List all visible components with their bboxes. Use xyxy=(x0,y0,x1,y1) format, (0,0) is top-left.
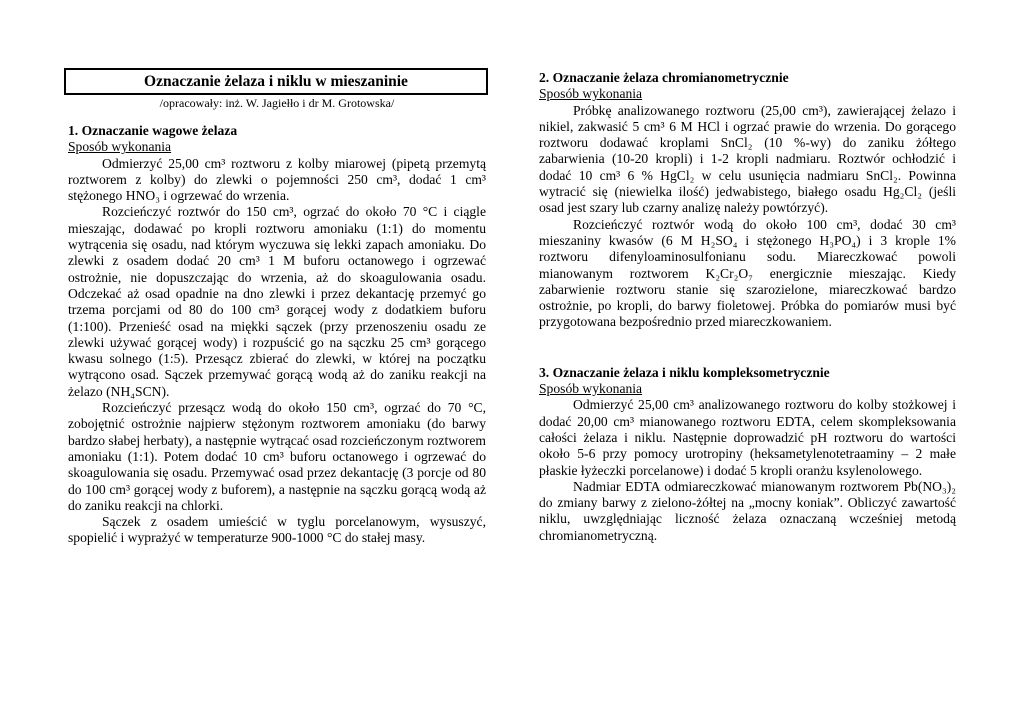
section-3-heading: 3. Oznaczanie żelaza i niklu kompleksometrycznie xyxy=(539,364,830,380)
section-1-paragraph-4: Sączek z osadem umieścić w tyglu porcelanowym, wysuszyć, spopielić i wyprażyć w temperaturze 900-1000 °C do stałej masy. xyxy=(68,514,486,546)
section-1-paragraph-2: Rozcieńczyć roztwór do 150 cm³, ogrzać do około 70 °C i ciągle mieszając, dodawać po kropli roztworu amoniaku (1:1) do momentu wytrącenia się osadu, nad którym wyczuwa się lekki zapach amoniaku. Do zlewki z osadem dodać 20 cm³ 1 M buforu octanowego i ogrzewać ostrożnie, nie dopuszczając do wrzenia, aż do skoagulowania osadu. Odczekać aż osad opadnie na dno zlewki i przez dekantację przemyć go trzema porcjami od 80 do 100 cm³ gorącej wody z dodatkiem buforu (1:100). Przenieść osad na miękki sączek (przy przenoszeniu osadu ze zlewki używać gorącej wody) i rozpuścić go na sączku 25 cm³ gorącego kwasu solnego (1:5). Przesącz zbierać do zlewki, w której na początku wytrącono osad. Sączek przemywać gorącą wodą aż do zaniku reakcji na żelazo (NH₄SCN). xyxy=(68,204,486,399)
section-2-heading: 2. Oznaczanie żelaza chromianometrycznie xyxy=(539,70,789,85)
section-1-paragraph-1: Odmierzyć 25,00 cm³ roztworu z kolby miarowej (pipetą przemytą roztworem z kolby) do zlewki o pojemności 250 cm³, dodać 1 cm³ stężonego HNO₃ i ogrzewać do wrzenia. xyxy=(68,155,486,204)
section-2-paragraph-2: Rozcieńczyć roztwór wodą do około 100 cm³, dodać 30 cm³ mieszaniny kwasów (6 M H₂SO₄ i stężonego H₃PO₄) i 3 krople 1% roztworu difenyloaminosulfonianu sodu. Miareczkować powoli mianowanym roztworem K₂Cr₂O₇ energicznie mieszając. Kiedy zabarwienie roztworu stanie się szarozielone, miareczkować bardzo ostrożnie, po kropli, do barwy fioletowej. Próbka do pomiarów musi być przygotowana bezpośrednio przed miareczkowaniem. xyxy=(539,216,956,330)
left-column xyxy=(68,68,486,547)
section-2-paragraph-1: Próbkę analizowanego roztworu (25,00 cm³), zawierającej żelazo i nikiel, zakwasić 5 cm³ 6 M HCl i ogrzać prawie do wrzenia. Do gorącego roztworu dodawać kroplami SnCl₂ (10 %-wy) do zaniku żółtego zabarwienia (10-20 kropli) i 1-2 kropli nadmiaru. Roztwór ochłodzić i dodać 10 cm³ 6 % HgCl₂ w celu usunięcia nadmiaru SnCl₂. Powinna wytracić się (niewielka ilość) jedwabistego, białego osadu Hg₂Cl₂ (jeśli osad jest szary lub czarny analizę należy powtórzyć). xyxy=(539,102,956,216)
section-1-heading: 1. Oznaczanie wagowe żelaza xyxy=(68,123,238,138)
section-3-paragraph-2: Nadmiar EDTA odmiareczkować mianowanym roztworem Pb(NO₃)₂ do zmiany barwy z zielono-żółtej na „mocny koniak”. Obliczyć zawartość niklu, uwzględniając liczność żelaza oznaczaną wcześniej metodą chromianometryczną. xyxy=(539,478,956,543)
section-3-paragraph-1: Odmierzyć 25,00 cm³ analizowanego roztworu do kolby stożkowej i dodać 20,00 cm³ mianowanego roztworu EDTA, celem skompleksowania całości żelaza i niklu. Następnie doprowadzić pH roztworu do wartości około 5-6 przy pomocy urotropiny (heksametylenotetraaminy – 2 małe płaskie łyżeczki porcelanowe) i dodać 5 kropli oranżu ksylenolowego. xyxy=(539,397,956,478)
spacer xyxy=(539,331,956,365)
section-2-subheading: Sposób wykonania xyxy=(539,86,643,102)
authors-byline: /opracowały: inż. W. Jagiełło i dr M. Grotowska/ xyxy=(159,96,395,110)
document-title: Oznaczanie żelaza i niklu w mieszaninie xyxy=(64,68,488,95)
right-column xyxy=(539,70,956,544)
spacer xyxy=(68,111,486,123)
section-1-paragraph-3: Rozcieńczyć przesącz wodą do około 150 cm³, ogrzać do 70 °C, zobojętnić ostrożnie najpierw stężonym roztworem amoniaku (do barwy bardzo słabej herbaty), a następnie wytrącać osad rozcieńczonym roztworem amoniaku (1:1). Potem dodać 10 cm³ buforu octanowego i ogrzewać do skoagulowania się osadu. Przemywać osad przez dekantację (3 porcje od 80 do 100 cm³ gorącej wody z buforem), a następnie na sączku gorącą wodą aż do zaniku reakcji na chlorki. xyxy=(68,400,486,513)
section-3-subheading: Sposób wykonania xyxy=(539,381,643,397)
section-1-subheading: Sposób wykonania xyxy=(68,139,172,155)
